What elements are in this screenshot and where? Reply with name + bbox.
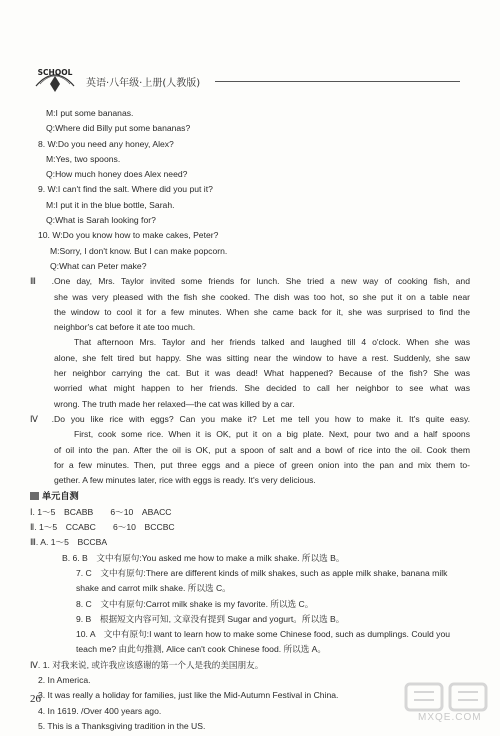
dialogue-line: 10. W:Do you know how to make cakes, Peter? xyxy=(38,230,219,241)
watermark-logo-icon xyxy=(400,680,495,732)
passage-line: her neighbor carrying the cat. But it was dead! What happened? Because of the fish? She was xyxy=(54,368,470,379)
answer-line: shake and carrot milk shake. 所以选 C。 xyxy=(76,583,231,594)
watermark-text: MXQE.COM xyxy=(418,712,482,723)
answer-line: 4. In 1619. /Over 400 years ago. xyxy=(38,705,162,716)
section-4-passage xyxy=(30,412,470,488)
page-body xyxy=(30,106,470,734)
passage-line: That afternoon Mrs. Taylor and her friends talked and laughed till 4 o'clock. When she was xyxy=(74,337,470,348)
dialogue-line: Q:What is Sarah looking for? xyxy=(46,215,156,226)
passage-line: neighbor's cat before it ate too much. xyxy=(54,322,196,333)
header-rule xyxy=(215,81,460,82)
answer-line: 8. C 文中有原句:Carrot milk shake is my favorite. 所以选 C。 xyxy=(76,598,314,609)
passage-line: the window to cool it for a few minutes. When she came back for it, she was surprised to find the xyxy=(54,306,470,317)
answer-line: Ⅲ. A. 1～5 BCCBA xyxy=(30,537,108,548)
answer-line: 9. B 根据短文内容可知, 文章没有提到 Sugar and yogurt。所以选 B。 xyxy=(76,613,345,624)
dialogue-line: 8. W:Do you need any honey, Alex? xyxy=(38,138,174,149)
section-marker-icon xyxy=(30,492,39,500)
answer-line: 10. A 文中有原句:I want to learn how to make some Chinese food, such as dumplings. Could you xyxy=(76,629,451,640)
answer-line: Ⅰ. 1～5 BCABB 6～10 ABACC xyxy=(30,506,172,517)
answer-line: 5. This is a Thanksgiving tradition in the US. xyxy=(38,720,206,731)
passage-line: alone, she felt tired but happy. She was sitting near the window to have a rest. Suddenly, she saw xyxy=(54,352,470,363)
dialogue-line: Q:How much honey does Alex need? xyxy=(46,169,188,180)
page-header xyxy=(30,62,460,98)
dialogue-line: Q:What can Peter make? xyxy=(50,260,147,271)
passage-line: worried what might happen to her friends. She decided to call her neighbor to see what was xyxy=(54,383,470,394)
dialogue-line: M:Yes, two spoons. xyxy=(46,153,121,164)
answer-line: Ⅱ. 1～5 CCABC 6～10 BCCBC xyxy=(30,522,175,533)
answer-line: teach me? 由此句推测, Alice can't cook Chinese food. 所以选 A。 xyxy=(76,644,326,655)
section-3-passage xyxy=(30,274,470,412)
unit-test-heading xyxy=(30,489,470,504)
school-logo-icon xyxy=(30,62,80,96)
answer-line: 3. It was really a holiday for families, just like the Mid-Autumn Festival in China. xyxy=(38,690,339,701)
passage-line: First, cook some rice. When it is OK, put it on a big plate. Next, pour two and a half spoons xyxy=(74,429,470,440)
passage-line: of oil into the pan. After the oil is OK, put a spoon of salt and a bowl of rice into the oil. Cook them xyxy=(54,444,470,455)
section-3-number: Ⅲ. xyxy=(30,276,54,287)
logo-text: SCHOOL xyxy=(37,68,73,77)
passage-line: One day, Mrs. Taylor invited some friends for lunch. She tried a new way of cooking fish, and xyxy=(54,276,470,287)
dialogue-line: Q:Where did Billy put some bananas? xyxy=(46,123,191,134)
answer-line: 7. C 文中有原句:There are different kinds of milk shakes, such as apple milk shake, banana milk xyxy=(76,567,448,578)
dialogue-line: M:I put it in the blue bottle, Sarah. xyxy=(46,199,175,210)
section-4-number: Ⅳ. xyxy=(30,413,54,424)
page-number: 26 xyxy=(30,693,41,705)
dialogue-line: 9. W:I can't find the salt. Where did you put it? xyxy=(38,184,213,195)
answer-line: B. 6. B 文中有原句:You asked me how to make a milk shake. 所以选 B。 xyxy=(62,552,345,563)
unit-test-title: 单元自测 xyxy=(42,491,79,502)
dialogue-line: M:Sorry, I don't know. But I can make popcorn. xyxy=(50,245,228,256)
passage-line: wrong. The truth made her relaxed—the cat was killed by a car. xyxy=(54,398,295,409)
answer-line: Ⅳ. 1. 对我来说, 或许我应该感谢的第一个人是我的美国朋友。 xyxy=(30,659,264,670)
book-title: 英语·八年级·上册(人教版) xyxy=(86,78,201,89)
passage-line: gether. A few minutes later, rice with eggs is ready. It's very delicious. xyxy=(54,475,316,486)
dialogue-line: M:I put some bananas. xyxy=(46,108,134,118)
passage-line: she was very pleased with the fish she cooked. The dish was too hot, so she put it on a table near xyxy=(54,291,470,302)
passage-line: for a few minutes. Then, put three eggs and a piece of green onion into the pan and mix them to- xyxy=(54,459,470,470)
answer-line: 2. In America. xyxy=(38,674,91,685)
passage-line: Do you like rice with eggs? Can you make it? Let me tell you how to make it. It's quite easy. xyxy=(54,413,470,424)
